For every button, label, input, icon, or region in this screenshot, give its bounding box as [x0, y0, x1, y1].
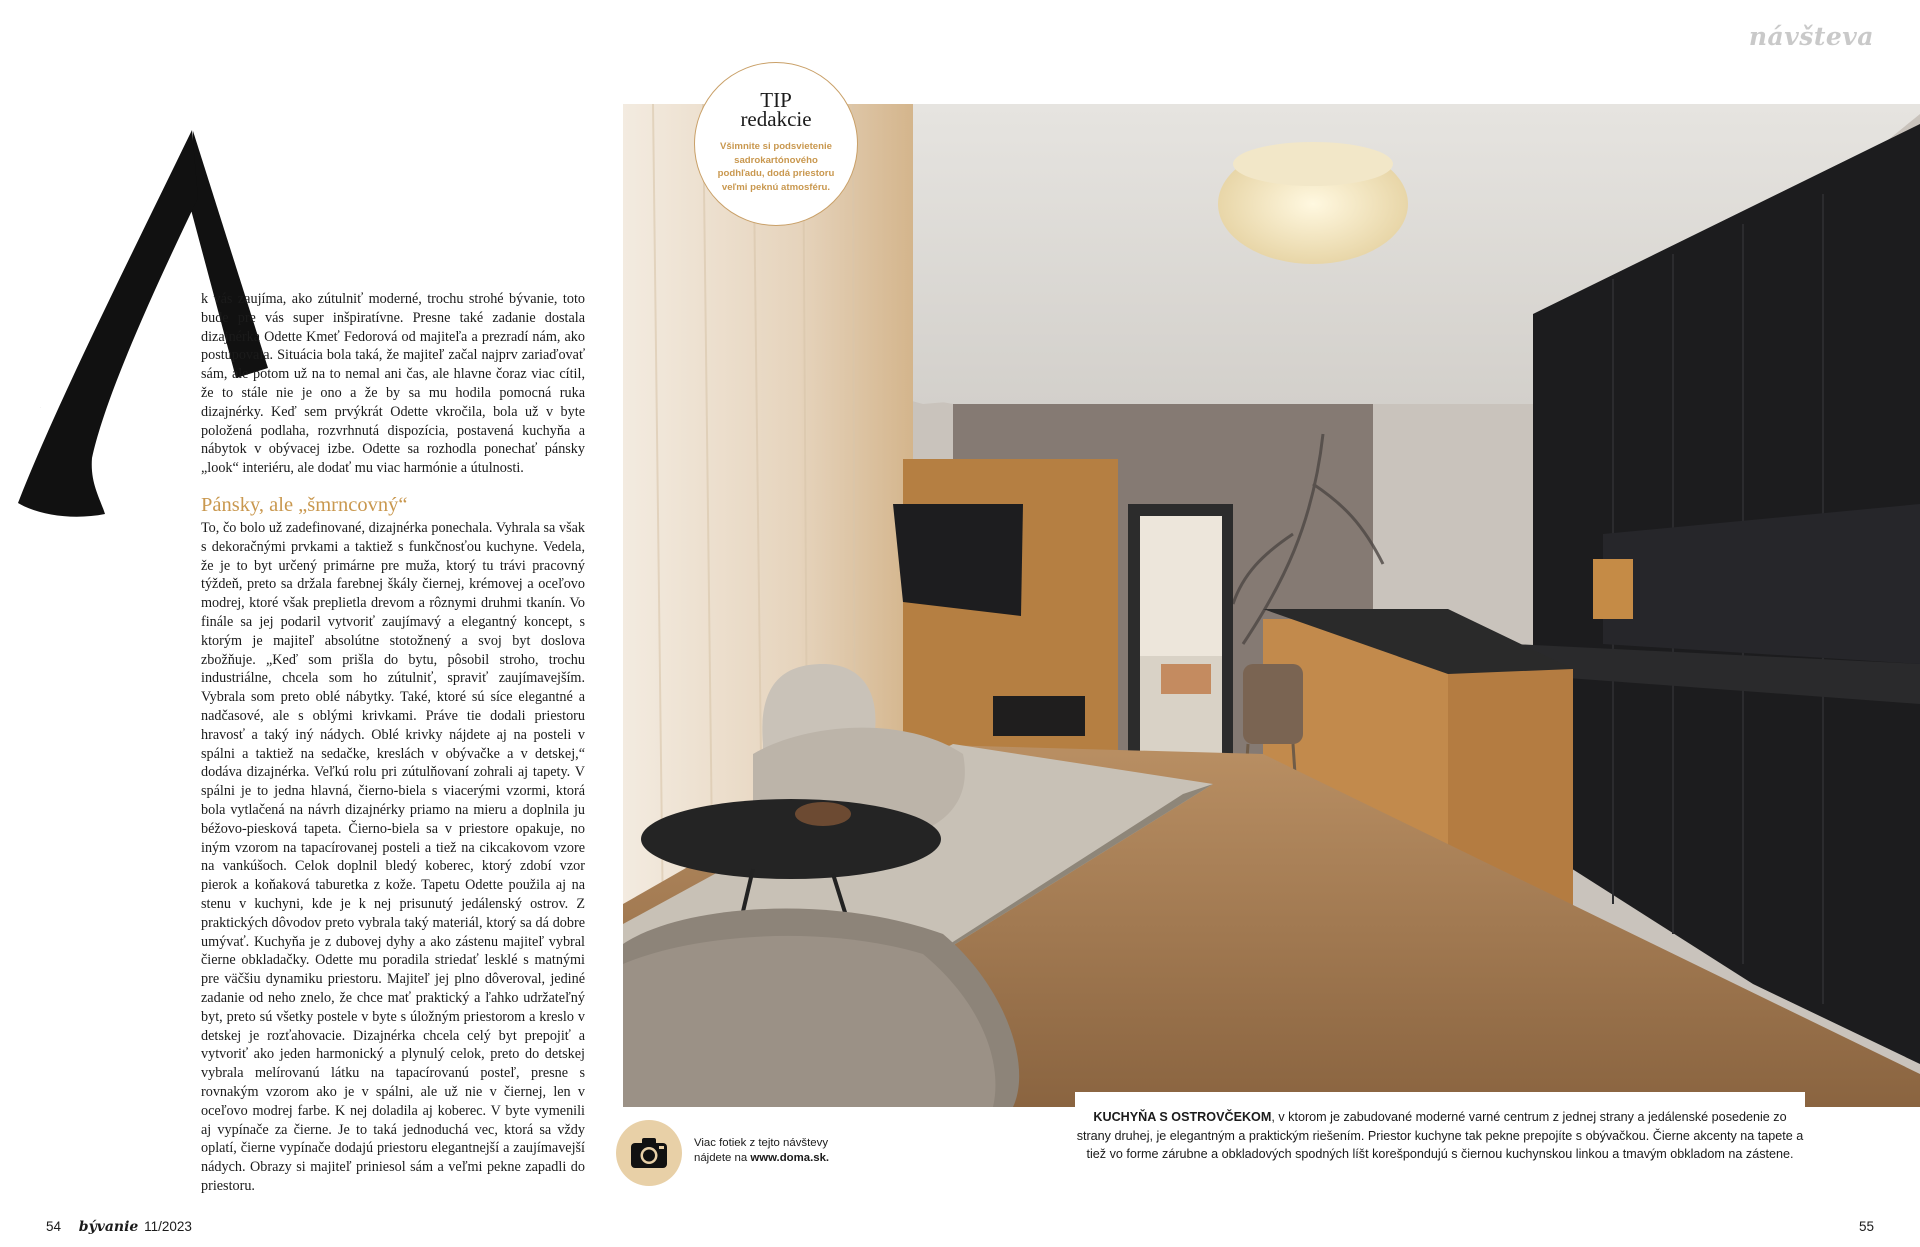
camera-icon — [629, 1136, 669, 1170]
kitchen-photo — [623, 104, 1920, 1107]
tip-title-line1: TIP — [760, 88, 792, 112]
magazine-logo: bývanie — [78, 1219, 139, 1235]
camera-badge — [616, 1120, 682, 1186]
more-photos-text: Viac fotiek z tejto návštevy nájdete na www.doma.sk. — [694, 1137, 830, 1164]
photo-caption — [1075, 1092, 1805, 1182]
page-number-right: 55 — [1858, 1219, 1874, 1234]
body-paragraph: To, čo bolo už zadefinované, dizajnérka ponechala. Vyhrala sa však s dekoračnými prvkami a taktiež s funkčnosťou kuchyne. Vedela, že je to byt určený primárne pre muža, ktorý tu trávi pracovný týždeň, preto sa držala farebnej škály čiernej, krémovej a oceľovo modrej, ktoré však preplietla drevom a rôznymi druhmi tkanín. Vo finále sa jej podaril vytvoriť zaujímavý a elegantný koncept, s ktorým je majiteľ absolútne stotožnený a svoj byt doslova zbožňuje. „Keď som prišla do bytu, pôsobil stroho, trochu industriálne, chcela som ho zútulniť, spraviť zaujímavejším. Vybrala som preto oblé nábytky. Také, ktoré sú síce elegantné a nadčasové, ale s oblými krivkami. Práve tie dodali priestoru hravosť a taký iný nádych. Oblé krivky nájdete aj na posteli v spálni a taktiež na sedačke, kreslách v obývačke a v detskej,“ dodáva dizajnérka. Veľkú rolu pri zútulňovaní zohrali aj tapety. V spálni je to jedna hlavná, čierno-biela s viacerými vzormi, ktorá bola vytlačená na návrh dizajnérky priamo na mieru a doplnila ju béžovo-piesková tapeta. Čierno-biela sa v priestore opakuje, no iným vzorom na tapacírovanej posteli a tiež na cikcakovom vzore na vankúšoch. Celok doplnil bledý koberec, ktorý zdobí vzor pierok a koňaková taburetka z kože. Tapetu Odette použila aj na stenu v kuchyni, kde je k nej prisunutý jedálenský ostrov. Z praktických dôvodov preto vybrala taký materiál, ktorý sa dá dobre umývať. Kuchyňa je z dubovej dyhy a ako zástenu majiteľ vybral čierne obkladačky. Odette mu poradila striedať lesklé s matnými pre väčšiu dynamiku priestoru. Majiteľ jej plno dôveroval, jediné zadanie od neho znelo, že chce mať praktický a ľahko udržateľný byt, preto sú všetky postele v byte s úložným priestorom a kreslo v detskej je rozťahovacie. Dizajnérka chcela celý byt prepojiť a vytvoriť ako jeden harmonický a plynulý celok, preto do detskej vybrala melírovanú látku na tapacírovanú posteľ, presne s rovnakým vzorom ako je v spálni, ale už nie v čiernej, len v oceľovo modrej farbe. K nej doladila aj koberec. V byte vymenili aj vypínače za čierne. Je to taká jednoduchá vec, ktorá sa vždy oplatí, čierne vypínače dodajú priestoru elegantnejší a zaujímavejší nádych. Obrazy si majiteľ priniesol sám a veľmi pekne zapadli do priestoru. — [201, 520, 585, 1194]
svg-text:A: A — [40, 408, 41, 409]
intro-paragraph: k vás zaujíma, ako zútulniť moderné, trochu strohé bývanie, toto bude pre vás super inšpiratívne. Presne také zadanie dostala dizajnérka Odette Kmeť Fedorová od majiteľa a prezradí nám, ako postupovala. Situácia bola taká, že majiteľ začal najprv zariaďovať sám, ale potom už na to nemal ani čas, ale hlavne čoraz viac cítil, že to stále nie je ono a že by sa mu hodila pomocná ruka dizajnérky. Keď sem prvýkrát Odette vkročila, bola už v byte položená podlaha, rozvrhnutá dispozícia, postavená kuchyňa a nábytok v obývacej izbe. Odette sa rozhodla ponechať pánsky „look“ interiéru, ale dodať mu viac harmónie a útulnosti. — [201, 291, 585, 477]
caption-lead: KUCHYŇA S OSTROVČEKOM — [1093, 1110, 1272, 1124]
caption-text: , v ktorom je zabudované moderné varné centrum z jednej strany a jedálenské posedenie zo strany druhej, je elegantným a praktickým riešením. Priestor kuchyne tak pekne prepojíte s obývačkou. Čierne akcenty na tapete a tiež vo forme zárubne a obkladových spodných líšt korešpondujú s čiernou kuchynskou linkou a tmavým obkladom na zástene. — [1076, 1110, 1804, 1161]
page-number-left: 54 — [46, 1219, 62, 1234]
subhead: Pánsky, ale „šmrncovný“ — [201, 494, 408, 516]
issue-number: 11/2023 — [144, 1219, 192, 1234]
footer-left — [46, 1219, 192, 1235]
tip-title-line2: redakcie — [740, 107, 812, 131]
tip-badge — [694, 62, 858, 226]
tip-text: Všimnite si podsvietenie sadrokartónového podhľadu, dodá priestoru veľmi peknú atmosféru. — [717, 141, 835, 193]
more-photos-link[interactable]: www.doma.sk. — [750, 1152, 830, 1164]
section-label: návšteva — [1748, 22, 1874, 51]
